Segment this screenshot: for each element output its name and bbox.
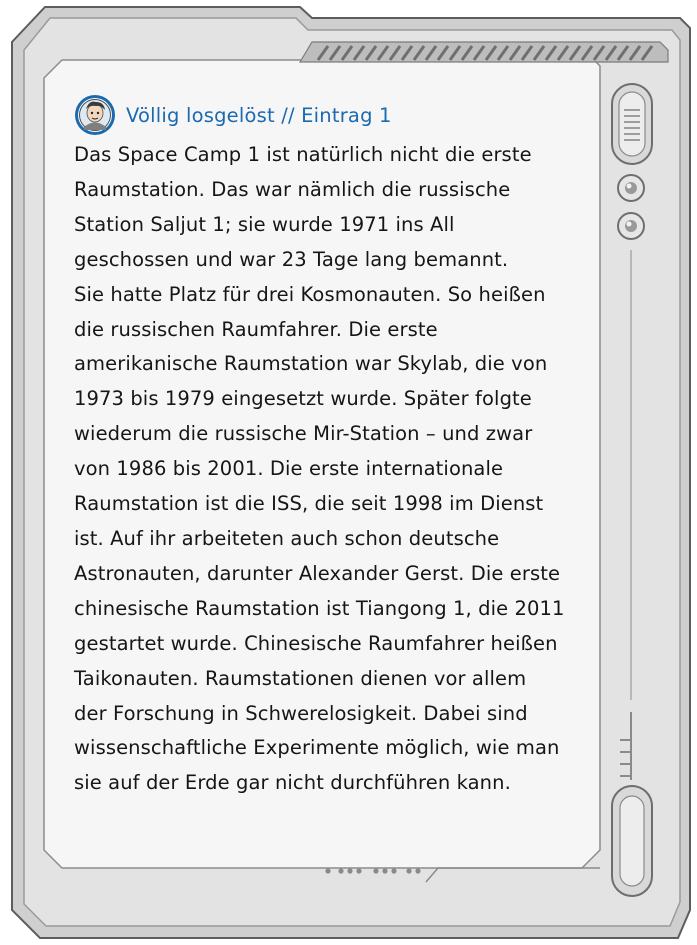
entry-header: [74, 92, 614, 138]
body-line: Station Saljut 1; sie wurde 1971 ins All: [74, 212, 455, 236]
body-line: von 1986 bis 2001. Die erste internationale: [74, 457, 504, 481]
body-line: der Forschung in Schwerelosigkeit. Dabei sind: [74, 701, 528, 725]
body-line: chinesische Raumstation ist Tiangong 1, die 2011: [74, 596, 565, 620]
body-line: wiederum die russische Mir-Station – und zwar: [74, 422, 533, 446]
log-entry: [74, 92, 614, 801]
body-line: geschossen und war 23 Tage lang bemannt.: [74, 247, 509, 271]
body-line: ist. Auf ihr arbeiteten auch schon deutsche: [74, 526, 500, 550]
entry-title: Völlig losgelöst // Eintrag 1: [126, 103, 392, 127]
body-line: gestartet wurde. Chinesische Raumfahrer heißen: [74, 631, 558, 655]
body-line: Sie hatte Platz für drei Kosmonauten. So heißen: [74, 282, 546, 306]
body-line: 1973 bis 1979 eingesetzt wurde. Später folgte: [74, 387, 532, 411]
body-line: wissenschaftliche Experimente möglich, wie man: [74, 736, 560, 760]
astronaut-avatar-icon: [74, 94, 116, 136]
right-upper-capsule: [612, 84, 652, 164]
right-knob-1: [618, 175, 644, 201]
body-line: Das Space Camp 1 ist natürlich nicht die erste: [74, 143, 532, 166]
body-line: Raumstation ist die ISS, die seit 1998 im Dienst: [74, 492, 544, 516]
body-line: sie auf der Erde gar nicht durchführen kann.: [74, 771, 511, 795]
body-line: die russischen Raumfahrer. Die erste: [74, 317, 438, 341]
entry-body: [74, 138, 614, 801]
body-line: Taikonauten. Raumstationen dienen vor allem: [74, 666, 527, 690]
body-line: Astronauten, darunter Alexander Gerst. Die erste: [74, 561, 561, 585]
right-knob-2: [618, 213, 644, 239]
right-lower-capsule: [612, 786, 652, 896]
body-line: amerikanische Raumstation war Skylab, die von: [74, 352, 548, 376]
body-line: Raumstation. Das war nämlich die russische: [74, 177, 511, 201]
top-stripe-slot: [300, 42, 668, 62]
